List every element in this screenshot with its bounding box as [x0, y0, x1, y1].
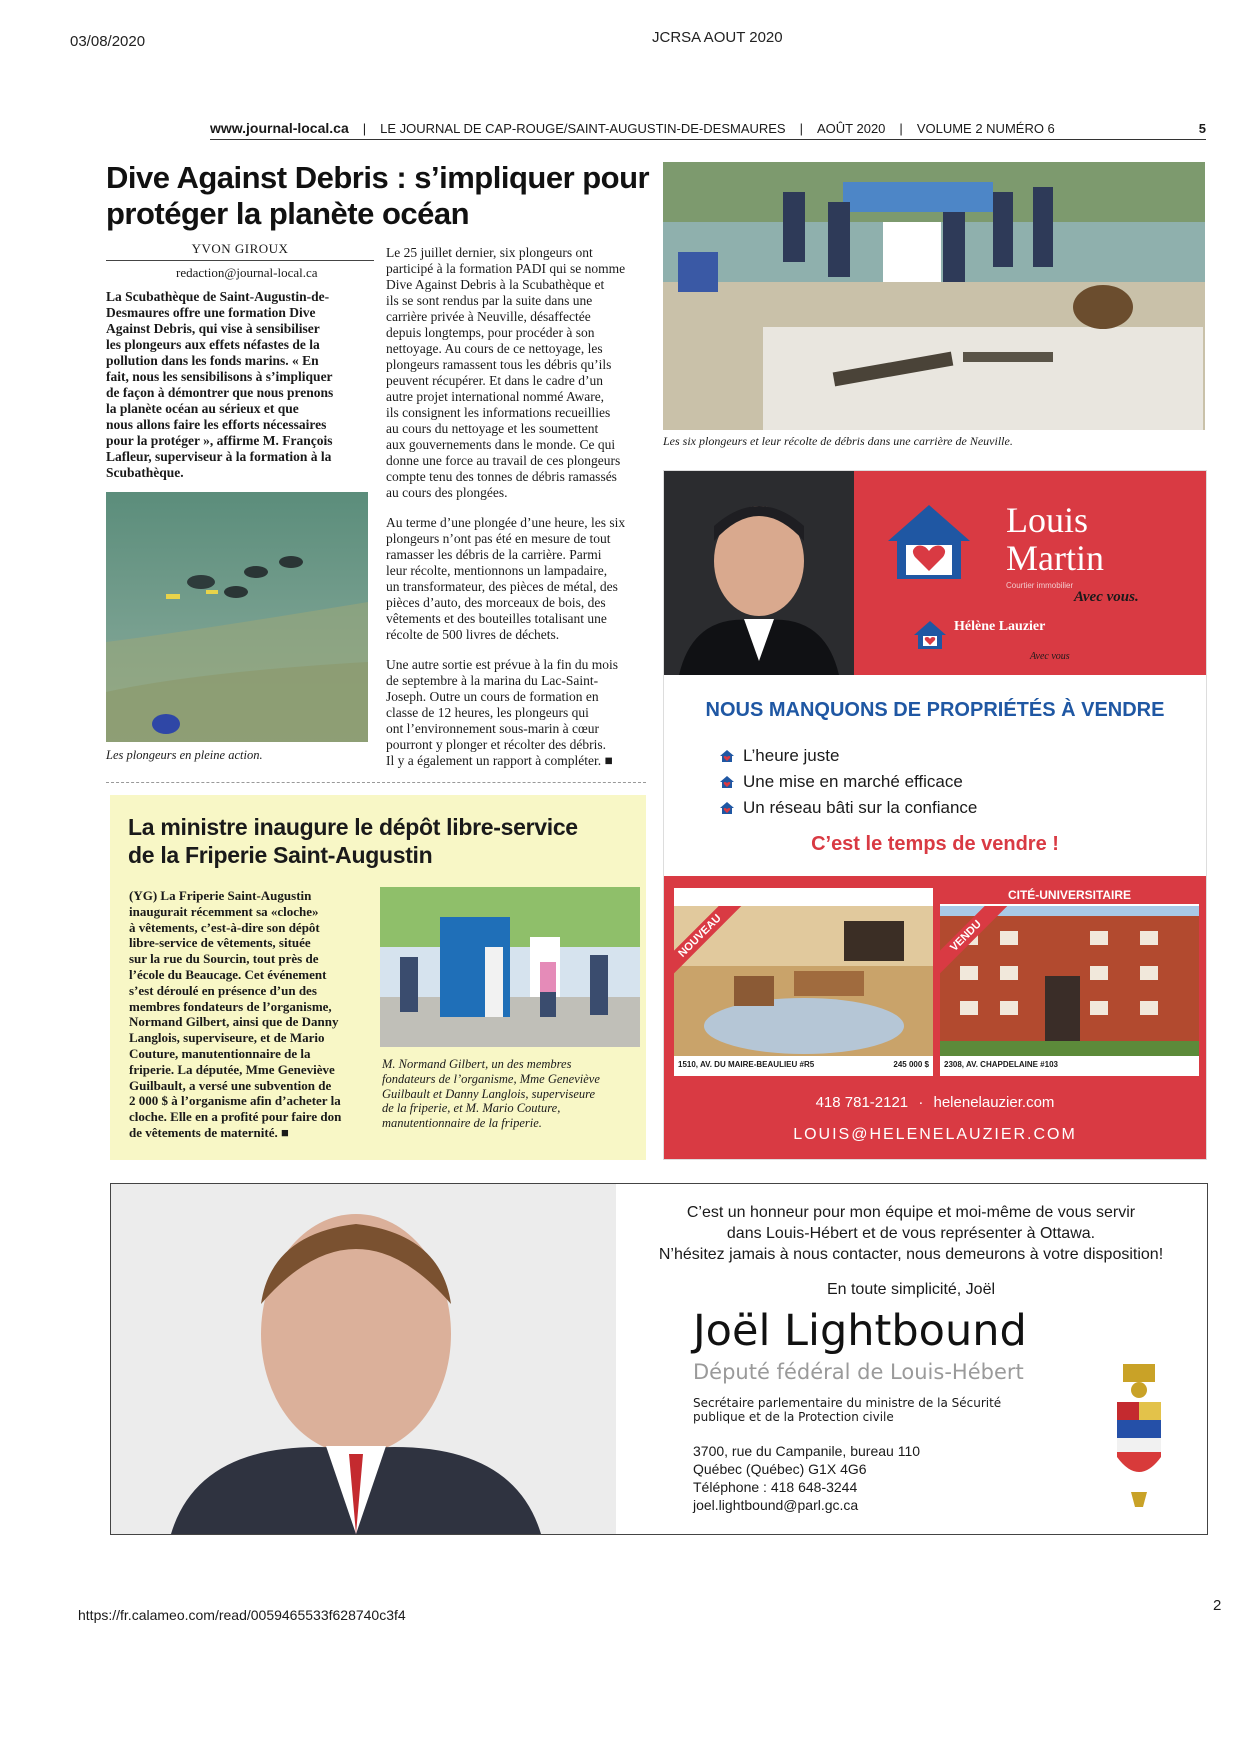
lead-line: les plongeurs aux effets néfastes de la	[106, 337, 320, 352]
listing-area: CITÉ-UNIVERSITAIRE	[940, 888, 1199, 904]
body-line: récolte de 500 livres de déchets.	[386, 627, 560, 642]
masthead-url[interactable]: www.journal-local.ca	[210, 120, 349, 136]
print-date: 03/08/2020	[70, 33, 146, 50]
mp-portrait	[111, 1184, 616, 1534]
ad-headline: NOUS MANQUONS DE PROPRIÉTÉS À VENDRE	[705, 699, 1165, 721]
ad-email[interactable]: LOUIS@HELENELAUZIER.COM	[793, 1126, 1077, 1143]
house-heart-icon	[884, 501, 974, 583]
article2-title: La ministre inaugure le dépôt libre-service de la Friperie Saint-Augustin	[128, 814, 578, 868]
body-line: donne une force au travail de ces plongeurs	[386, 453, 621, 468]
print-title: JCRSA AOUT 2020	[652, 29, 783, 46]
caption-line: de la friperie, et M. Mario Couture,	[382, 1101, 561, 1116]
agency-tagline: Avec vous	[1030, 651, 1070, 662]
print-page-number: 2	[1213, 1597, 1222, 1614]
lead-line: Against Debris, qui vise à sensibiliser	[106, 321, 320, 336]
realestate-ad	[663, 470, 1207, 1160]
mp-signoff: En toute simplicité, Joël	[826, 1281, 996, 1298]
lead-line: nous allons faire les efforts nécessaires	[106, 417, 327, 432]
house-bullet-icon	[719, 801, 735, 815]
listing-area: SILLERY	[778, 888, 829, 902]
body-line: libre-service de vêtements, située	[129, 935, 311, 951]
body-line: carrière privée à Neuville, désaffectée	[386, 309, 591, 324]
body-line: sur la rue du Sourcin, tout près de	[129, 951, 319, 967]
body-line: Il y a également un rapport à compléter. ■	[386, 753, 613, 768]
body-line: vêtements et des bouteilles totalisant une	[386, 611, 607, 626]
mp-ad	[110, 1183, 1208, 1535]
agent-name: Louis Martin	[1006, 500, 1104, 578]
listing-sillery[interactable]	[674, 888, 933, 1076]
body-line: de septembre à la marina du Lac-Saint-	[386, 673, 599, 688]
body-line: nettoyage. Au cours de ce nettoyage, les	[386, 341, 603, 356]
body-line: 2 000 $ à l’organisme afin d’acheter la	[129, 1093, 341, 1109]
body-line: pièces d’auto, des morceaux de bois, des	[386, 595, 606, 610]
body-line: ils consignent les informations recueillies	[386, 405, 611, 420]
ad-contact-line: 418 781-2121 · helenelauzier.com	[815, 1094, 1055, 1111]
ad-cta: C’est le temps de vendre !	[811, 833, 1059, 855]
body-line: participé à la formation PADI qui se nomme	[386, 261, 626, 276]
agent-sub: Courtier immobilier	[1006, 581, 1074, 590]
group-photo-caption: Les six plongeurs et leur récolte de débris dans une carrière de Neuville.	[663, 434, 1013, 448]
body-line: inaugurait récemment sa «cloche»	[129, 903, 319, 919]
article2-body	[129, 888, 373, 1141]
mp-title: Député fédéral de Louis-Hébert	[693, 1360, 1024, 1384]
masthead-paper: LE JOURNAL DE CAP-ROUGE/SAINT-AUGUSTIN-DE-DESMAURES	[380, 120, 786, 136]
listing-price: 245 000 $	[893, 1060, 929, 1069]
article1-col2	[386, 245, 646, 769]
body-line: Langlois, superviseure, et de Mario	[129, 1030, 325, 1046]
article2-box	[110, 795, 646, 1160]
canada-coat-of-arms-icon	[1109, 1362, 1169, 1512]
body-line: Joseph. Outre un cours de formation en	[386, 689, 599, 704]
body-line: Au terme d’une plongée d’une heure, les six	[386, 515, 626, 530]
body-line: de vêtements de maternité. ■	[129, 1124, 289, 1140]
ad-bullets	[719, 743, 977, 821]
masthead-volume: VOLUME 2 NUMÉRO 6	[916, 120, 1055, 136]
body-line: cloche. Elle en a profité pour faire don	[129, 1109, 342, 1125]
lead-line: de façon à démontrer que nous prenons	[106, 385, 334, 400]
body-line: aux gouvernements dans le monde. Ce qui	[386, 437, 616, 452]
body-line: au cours du nettoyage et les soumettent	[386, 421, 599, 436]
agent-tagline: Avec vous.	[1074, 589, 1139, 605]
friperie-photo	[380, 887, 640, 1047]
body-line: depuis longtemps, pour procéder à son	[386, 325, 595, 340]
divers-group-photo	[663, 162, 1205, 430]
body-line: friperie. La députée, Mme Geneviève	[129, 1061, 335, 1077]
masthead-month: AOÛT 2020	[817, 120, 886, 136]
lead-line: pollution dans les fonds marins. « En	[106, 353, 319, 368]
agency-house-icon	[912, 619, 948, 651]
ad-bullet	[719, 769, 977, 795]
ad-phone[interactable]: 418 781-2121	[815, 1094, 909, 1111]
body-line: Couture, manutentionnaire de la	[129, 1045, 311, 1061]
mp-role: Secrétaire parlementaire du ministre de la Sécurité publique et de la Protection civile	[693, 1396, 1002, 1424]
lead-line: La Scubathèque de Saint-Augustin-de-	[106, 289, 330, 304]
body-line: plongeurs n’ont pas été en mesure de tout	[386, 531, 611, 546]
body-line: Le 25 juillet dernier, six plongeurs ont	[386, 245, 593, 260]
caption-line: Guilbault et Danny Langlois, superviseure	[382, 1086, 596, 1101]
body-line: leur récolte, mentionnons un lampadaire,	[386, 563, 608, 578]
body-line: Une autre sortie est prévue à la fin du mois	[386, 657, 619, 672]
listing-badge: NOUVEAU	[668, 906, 748, 986]
ad-bullet-label: Une mise en marché efficace	[743, 772, 963, 791]
house-bullet-icon	[719, 749, 735, 763]
article1-headline: Dive Against Debris : s’impliquer pour protéger la planète océan	[106, 160, 650, 231]
body-line: plongeurs ramassent tous les débris qu’ils	[386, 357, 612, 372]
lead-line: pour la protéger », affirme M. François	[106, 433, 333, 448]
ad-bullet	[719, 743, 977, 769]
body-line: s’est déroulé en présence d’un des	[129, 982, 317, 998]
mp-message: C’est un honneur pour mon équipe et moi-même de vous servir dans Louis-Hébert et de vous représenter à Ottawa. N’hésitez jamais à nous contacter, nous demeurons à votre disposition! En toute simplicité, Joël	[616, 1202, 1206, 1300]
mp-email[interactable]: joel.lightbound@parl.gc.ca	[693, 1497, 859, 1513]
listing-address: 1510, AV. DU MAIRE-BEAULIEU #R5	[678, 1060, 815, 1069]
mp-phone[interactable]: Téléphone : 418 648-3244	[693, 1479, 858, 1495]
masthead: www.journal-local.ca | LE JOURNAL DE CAP-ROUGE/SAINT-AUGUSTIN-DE-DESMAURES | AOÛT 2020 | VOLUME 2 NUMÉRO 6 5	[210, 117, 1206, 140]
body-line: autre projet international nommé Aware,	[386, 389, 605, 404]
author-email[interactable]: redaction@journal-local.ca	[176, 265, 318, 280]
lead-line: Scubathèque.	[106, 465, 184, 480]
divers-photo-caption: Les plongeurs en pleine action.	[106, 748, 263, 762]
body-line: à vêtements, c’est-à-dire son dépôt	[129, 919, 320, 935]
friperie-photo-caption	[382, 1057, 644, 1131]
caption-line: M. Normand Gilbert, un des membres	[382, 1057, 572, 1071]
mp-name: Joël Lightbound	[693, 1306, 1027, 1356]
body-line: un transformateur, des pièces de métal, des	[386, 579, 618, 594]
listing-badge: VENDU	[934, 906, 1014, 986]
listing-cite-universitaire[interactable]	[940, 888, 1199, 1076]
agent-photo	[664, 471, 854, 675]
body-line: membres fondateurs de l’organisme,	[129, 998, 332, 1014]
agent-brand-panel	[854, 471, 1206, 675]
ad-bullet-label: Un réseau bâti sur la confiance	[743, 798, 978, 817]
lead-line: la planète océan au sérieux et que	[106, 401, 299, 416]
body-line: au cours des plongées.	[386, 485, 508, 500]
lead-line: fait, nous les sensibilisons à s’impliquer	[106, 369, 333, 384]
mp-address-2: Québec (Québec) G1X 4G6	[693, 1461, 867, 1477]
article2-divider	[106, 782, 646, 783]
ad-bullet-label: L’heure juste	[743, 746, 840, 765]
listing-address: 2308, AV. CHAPDELAINE #103	[944, 1060, 1058, 1069]
body-line: ramasser les débris de la carrière. Parmi	[386, 547, 602, 562]
article1-byline	[106, 241, 374, 281]
ad-website[interactable]: helenelauzier.com	[933, 1094, 1055, 1111]
divers-photo	[106, 492, 368, 742]
mp-address-1: 3700, rue du Campanile, bureau 110	[693, 1443, 921, 1459]
body-line: peuvent récupérer. Et dans le cadre d’un	[386, 373, 604, 388]
lead-line: Desmaures offre une formation Dive	[106, 305, 316, 320]
body-line: pourront y plonger et récolter des débris.	[386, 737, 607, 752]
body-line: compte tenu des tonnes de débris ramassés	[386, 469, 617, 484]
caption-line: manutentionnaire de la friperie.	[382, 1116, 542, 1131]
author: YVON GIROUX	[191, 241, 289, 256]
body-line: classe de 12 heures, les plongeurs qui	[386, 705, 589, 720]
body-line: (YG) La Friperie Saint-Augustin	[129, 888, 312, 903]
body-line: ont l’environnement sous-marin à cœur	[386, 721, 599, 736]
body-line: l’école du Beaucage. Cet événement	[129, 966, 327, 982]
ad-bullet	[719, 795, 977, 821]
house-bullet-icon	[719, 775, 735, 789]
masthead-page-number: 5	[1198, 120, 1206, 136]
body-line: ils se sont rendus par la suite dans une	[386, 293, 593, 308]
print-footer-url[interactable]: https://fr.calameo.com/read/0059465533f628740c3f4	[78, 1607, 406, 1623]
agency-name: Hélène Lauzier	[954, 619, 1046, 634]
body-line: Dive Against Debris à la Scubathèque et	[386, 277, 605, 292]
mp-contact	[693, 1442, 920, 1514]
body-line: Guilbault, a versé une subvention de	[129, 1077, 332, 1093]
caption-line: fondateurs de l’organisme, Mme Geneviève	[382, 1071, 600, 1086]
lead-line: Lafleur, superviseur à la formation à la	[106, 449, 332, 464]
article1-lead	[106, 289, 368, 481]
listings-panel	[664, 876, 1206, 1159]
body-line: Normand Gilbert, ainsi que de Danny	[129, 1014, 339, 1030]
